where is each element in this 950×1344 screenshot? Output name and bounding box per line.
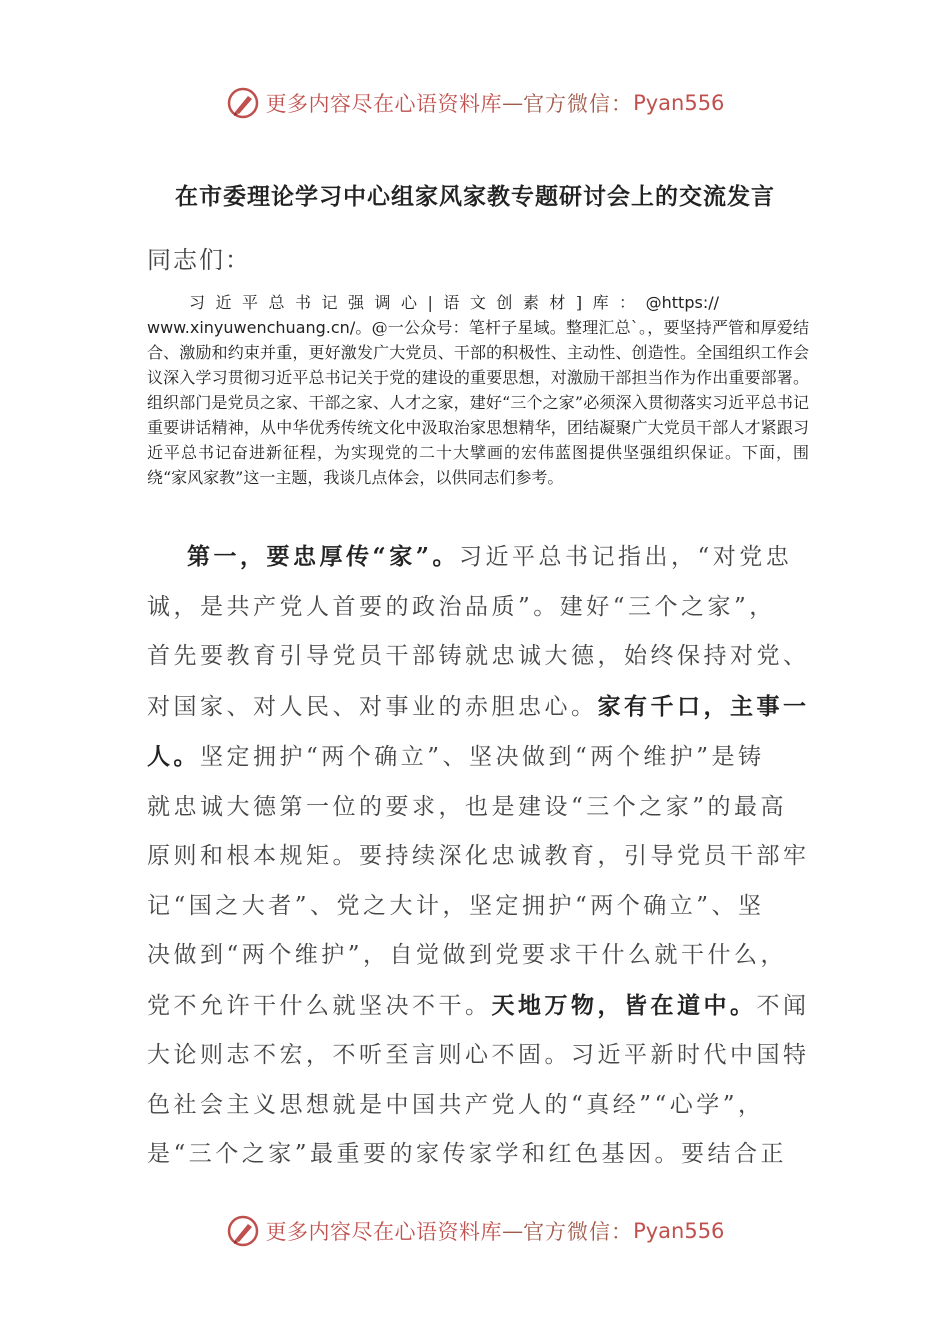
body-line [147, 1130, 809, 1180]
banner-dash: — [502, 91, 524, 115]
banner-main-text: 更多内容尽在心语资料库 [265, 92, 503, 116]
greeting: 同志们： [147, 246, 251, 274]
body-text: 对国家、对人民、对事业的赤胆忠心。 [147, 693, 598, 720]
body-text: 首先要教育引导党员干部铸就忠诚大德，始终保持对党、 [147, 643, 810, 669]
banner-wechat-id: Pyan556 [633, 91, 725, 115]
body-text: 原则和根本规矩。要持续深化忠诚教育，引导党员干部牢 [147, 843, 810, 869]
body-line [147, 682, 809, 733]
body-text: 习近平总书记指出，“对党忠 [458, 544, 793, 570]
banner-wechat-label: 官方微信： [523, 1220, 634, 1244]
banner-wechat-id: Pyan556 [633, 1219, 725, 1243]
body-emphasis-text: 家有千口，主事一 [597, 692, 810, 720]
body-line [147, 583, 809, 633]
body-line [147, 632, 809, 682]
body-text: 记“国之大者”、党之大计，坚定拥护“两个确立”、坚 [147, 892, 765, 919]
banner-dash: — [502, 1219, 524, 1243]
body-emphasis-text: 第一，要忠厚传“家”。 [187, 543, 459, 570]
body-text: 不闻 [756, 992, 810, 1019]
body-text: 色社会主义思想就是中国共产党人的“真经”“心学”， [147, 1091, 765, 1118]
intro-lead-text: 习近平总书记强调心|语文创素材]库： [189, 293, 646, 312]
body-line [147, 832, 809, 882]
body-text: 是“三个之家”最重要的家传家学和红色基因。要结合正 [147, 1141, 788, 1167]
body-line [147, 1031, 809, 1081]
body-emphasis-text: 天地万物，皆在道中。 [491, 991, 757, 1019]
body-line [147, 732, 809, 783]
header-banner [0, 83, 950, 123]
intro-lead-url: @https:// [645, 293, 719, 312]
intro-url-text: www.xinyuwenchuang.cn/ [147, 318, 356, 337]
pen-logo-icon [226, 86, 260, 120]
body-line [147, 882, 809, 932]
body-line [147, 1081, 809, 1131]
body-paragraph [147, 532, 809, 1180]
body-text: 决做到“两个维护”，自觉做到党要求干什么就干什么， [147, 942, 788, 968]
banner-main-text: 更多内容尽在心语资料库 [265, 1220, 503, 1244]
banner-wechat-label: 官方微信： [523, 92, 634, 116]
body-line [147, 783, 809, 833]
body-emphasis-text: 人。 [147, 743, 200, 770]
body-text: 就忠诚大德第一位的要求，也是建设“三个之家”的最高 [147, 793, 788, 820]
body-text: 诚，是共产党人首要的政治品质”。建好“三个之家”， [147, 593, 776, 620]
body-text: 大论则志不宏，不听至言则心不固。习近平新时代中国特 [147, 1042, 810, 1068]
body-line [147, 532, 809, 583]
body-line [147, 931, 809, 981]
body-line [147, 981, 809, 1032]
footer-banner [0, 1211, 950, 1251]
body-text: 坚定拥护“两个确立”、坚决做到“两个维护”是铸 [200, 744, 765, 770]
body-text: 党不允许干什么就坚决不干。 [147, 992, 492, 1019]
intro-body-text: 。@一公众号：笔杆子星域。整理汇总`。，要坚持严管和厚爱结合、激励和约束并重，更好激发广大党员、干部的积极性、主动性、创造性。全国组织工作会议深入学习贯彻习近平总书记关于党的建设的重要思想，对激励干部担当作为作出重要部署。组织部门是党员之家、干部之家、人才之家，建好“三个之家”必须深入贯彻落实习近平总书记重要讲话精神，从中华优秀传统文化中汲取治家思想精华，团结凝聚广大党员干部人才紧跟习近平总书记奋进新征程，为实现党的二十大擘画的宏伟蓝图提供坚强组织保证。下面，围绕“家风家教”这一主题，我谈几点体会，以供同志们参考。 [147, 318, 809, 487]
document-title: 在市委理论学习中心组家风家教专题研讨会上的交流发言 [175, 183, 775, 210]
intro-lead-line [147, 290, 809, 315]
pen-logo-icon [226, 1214, 260, 1248]
intro-paragraph [147, 290, 809, 490]
